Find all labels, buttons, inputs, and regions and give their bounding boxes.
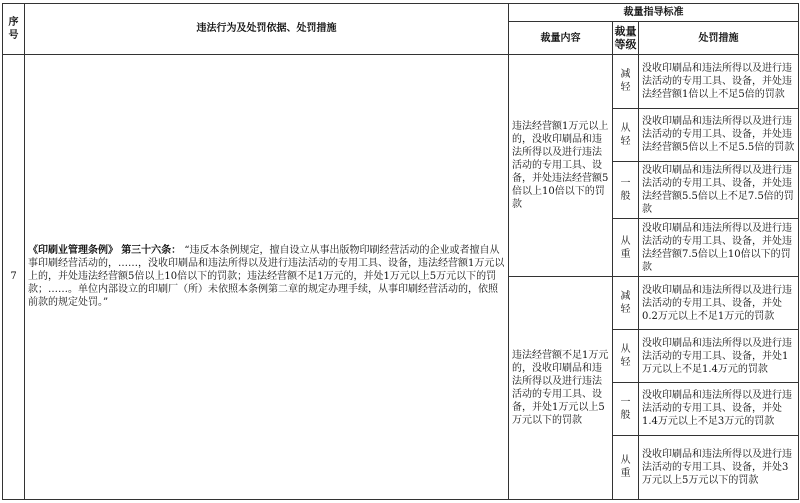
law-name: 《印刷业管理条例》 <box>28 245 118 257</box>
level-cell: 从重 <box>613 435 639 499</box>
measure-cell: 没收印刷品和违法所得以及进行违法活动的专用工具、设备，并处1万元以上不足1.4万元的罚款 <box>639 330 799 383</box>
penalty-standard-table <box>2 3 799 500</box>
header-basis: 违法行为及处罚依据、处罚措施 <box>25 4 509 55</box>
measure-cell: 没收印刷品和违法所得以及进行违法活动的专用工具、设备，并处3万元以上5万元以下的罚款 <box>639 435 799 499</box>
level-cell: 一般 <box>613 383 639 436</box>
level-cell: 从轻 <box>613 330 639 383</box>
law-article: 第三十六条： <box>121 245 182 257</box>
measure-cell: 没收印刷品和违法所得以及进行违法活动的专用工具、设备，并处0.2万元以上不足1万元的罚款 <box>639 277 799 330</box>
header-measure: 处罚措施 <box>639 22 799 55</box>
content-group-1: 违法经营额1万元以上的，没收印刷品和违法所得以及进行违法活动的专用工具、设备，并处违法经营额5倍以上10倍以下的罚款 <box>509 54 613 277</box>
basis-text: “违反本条例规定，擅自设立从事出版物印刷经营活动的企业或者擅自从事印刷经营活动的，……，没收印刷品和违法所得以及进行违法活动的专用工具、设备，违法经营额1万元以上的，并处违法经营额5倍以上10倍以下的罚款；违法经营额不足1万元的，并处1万元以上5万元以下的罚款；……。单位内部设立的印刷厂（所）未依照本条例第二章的规定办理手续，从事印刷经营活动的，依照前款的规定处罚。” <box>28 245 505 309</box>
level-cell: 减轻 <box>613 277 639 330</box>
measure-cell: 没收印刷品和违法所得以及进行违法活动的专用工具、设备，并处1.4万元以上不足3万元的罚款 <box>639 383 799 436</box>
level-cell: 减轻 <box>613 54 639 108</box>
content-group-2: 违法经营额不足1万元的，没收印刷品和违法所得以及进行违法活动的专用工具、设备，并处1万元以上5万元以下的罚款 <box>509 277 613 500</box>
measure-cell: 没收印刷品和违法所得以及进行违法活动的专用工具、设备，并处违法经营额1倍以上不足5倍的罚款 <box>639 54 799 108</box>
header-standard: 裁量指导标准 <box>509 4 799 22</box>
level-cell: 从轻 <box>613 108 639 161</box>
level-cell: 从重 <box>613 219 639 277</box>
header-seq: 序号 <box>3 4 25 55</box>
measure-cell: 没收印刷品和违法所得以及进行违法活动的专用工具、设备，并处违法经营额7.5倍以上10倍以下的罚款 <box>639 219 799 277</box>
header-level: 裁量等级 <box>613 22 639 55</box>
penalty-basis-cell <box>25 54 509 499</box>
row-seq: 7 <box>3 54 25 499</box>
header-content: 裁量内容 <box>509 22 613 55</box>
level-cell: 一般 <box>613 161 639 219</box>
measure-cell: 没收印刷品和违法所得以及进行违法活动的专用工具、设备，并处违法经营额5.5倍以上不足7.5倍的罚款 <box>639 161 799 219</box>
measure-cell: 没收印刷品和违法所得以及进行违法活动的专用工具、设备，并处违法经营额5倍以上不足5.5倍的罚款 <box>639 108 799 161</box>
